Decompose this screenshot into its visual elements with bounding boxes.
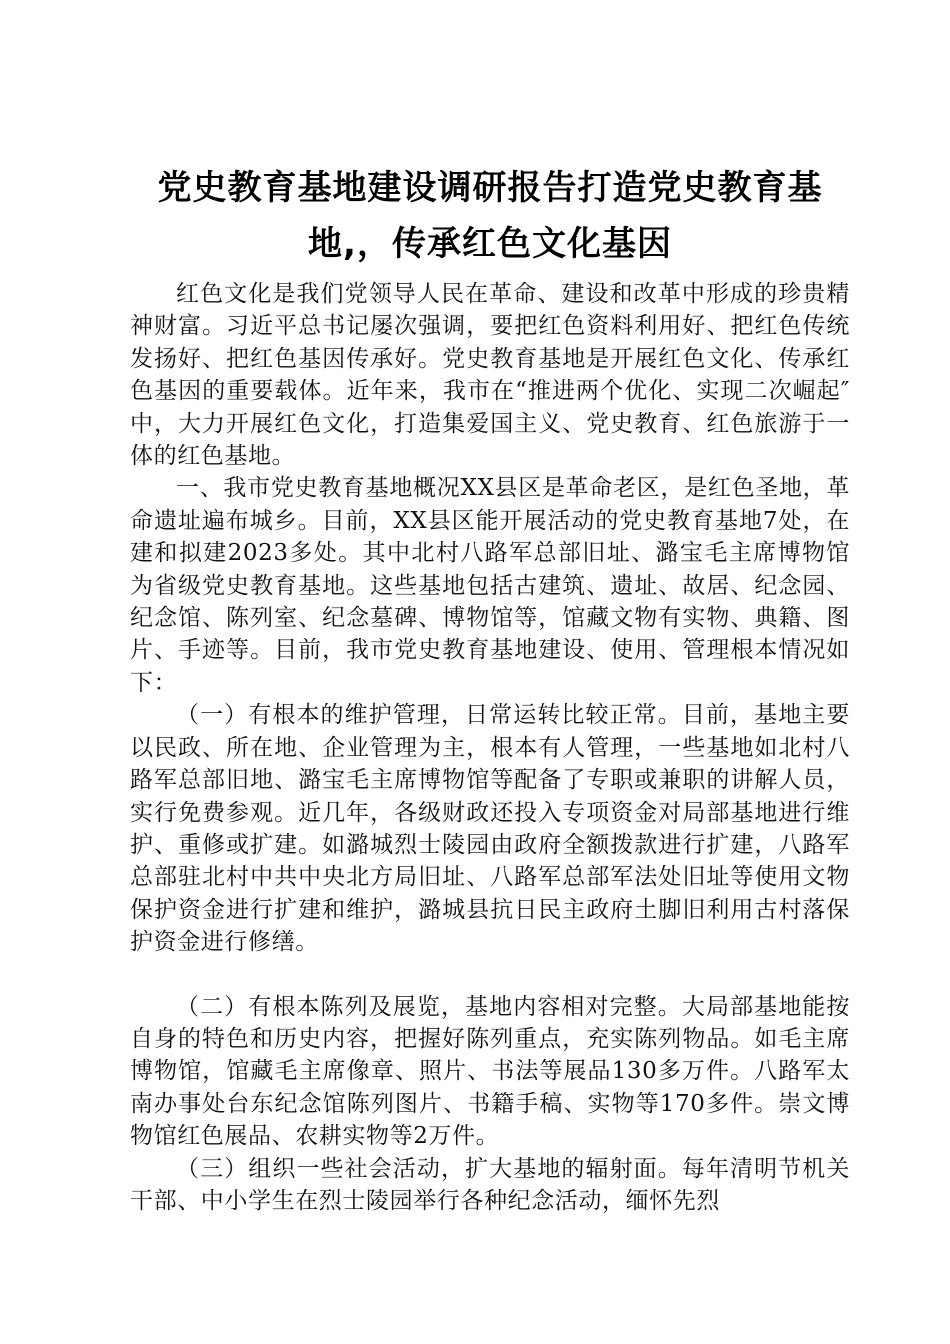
document-title (130, 160, 850, 272)
paragraph-maintenance: （一）有根本的维护管理，日常运转比较正常。目前，基地主要以民政、所在地、企业管理为主，根本有人管理，一些基地如北村八路军总部旧地、潞宝毛主席博物馆等配备了专职或兼职的讲解人员，实行免费参观。近几年，各级财政还投入专项资金对局部基地进行维护、重修或扩建。如潞城烈士陵园由政府全额拨款进行扩建，八路军总部驻北村中共中央北方局旧址、八路军总部军法处旧址等使用文物保护资金进行扩建和维护，潞城县抗日民主政府土脚旧利用古村落保护资金进行修缮。 (130, 702, 850, 956)
document-page (130, 160, 850, 1217)
document-body (130, 278, 850, 1217)
paragraph-activities: （三）组织一些社会活动，扩大基地的辐射面。每年清明节机关干部、中小学生在烈士陵园举行各种纪念活动，缅怀先烈 (130, 1155, 850, 1214)
paragraph-overview: 一、我市党史教育基地概况XX县区是革命老区，是红色圣地，革命遗址遍布城乡。目前，XX县区能开展活动的党史教育基地7处，在建和拟建2023多处。其中北村八路军总部旧址、潞宝毛主席博物馆为省级党史教育基地。这些基地包括古建筑、遗址、故居、纪念园、纪念馆、陈列室、纪念墓碑、博物馆等，馆藏文物有实物、典籍、图片、手迹等。目前，我市党史教育基地建设、使用、管理根本情况如下： (130, 475, 850, 696)
paragraph-spacer (130, 959, 850, 991)
title-line-2: 地,，传承红色文化基因 (308, 224, 672, 264)
title-line-1: 党史教育基地建设调研报告打造党史教育基 (157, 168, 823, 208)
paragraph-intro: 红色文化是我们党领导人民在革命、建设和改革中形成的珍贵精神财富。习近平总书记屡次强调，要把红色资料利用好、把红色传统发扬好、把红色基因传承好。党史教育基地是开展红色文化、传承红色基因的重要载体。近年来，我市在“推进两个优化、实现二次崛起″中，大力开展红色文化，打造集爱国主义、党史教育、红色旅游于一体的红色基地。 (130, 281, 850, 470)
paragraph-exhibition: （二）有根本陈列及展览，基地内容相对完整。大局部基地能按自身的特色和历史内容，把握好陈列重点，充实陈列物品。如毛主席博物馆，馆藏毛主席像章、照片、书法等展品130多万件。八路军太南办事处台东纪念馆陈列图片、书籍手稿、实物等170多件。崇文博物馆红色展品、农耕实物等2万件。 (130, 993, 850, 1150)
